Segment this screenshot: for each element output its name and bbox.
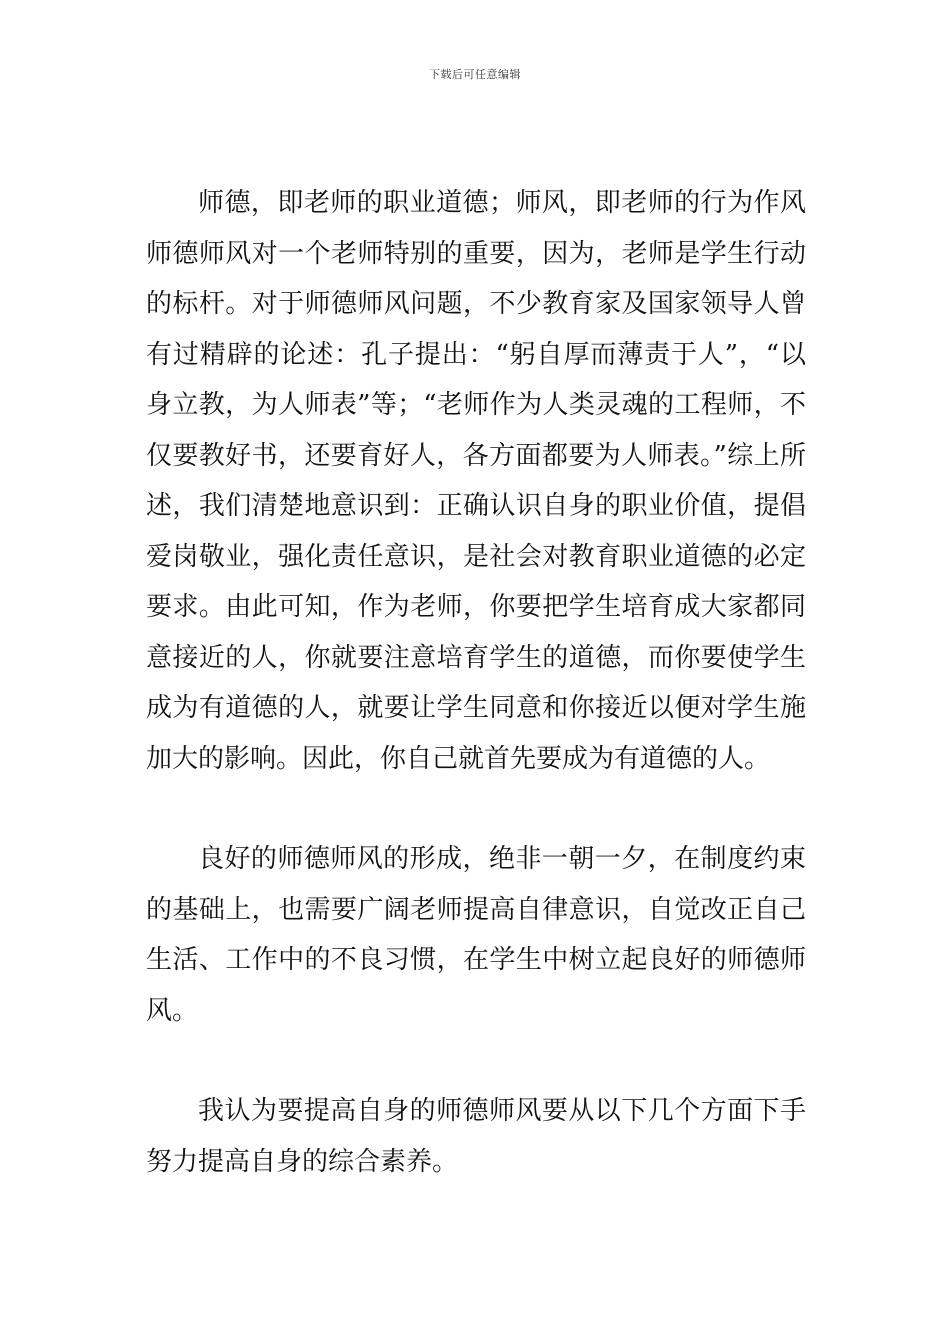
paragraph-1: 师德，即老师的职业道德；师风，即老师的行为作风师德师风对一个老师特别的重要，因为，老师是学生行动的标杆。对于师德师风问题，不少教育家及国家领导人曾有过精辟的论述：孔子提出：“躬自厚而薄责于人”，“以身立教，为人师表”等；“老师作为人类灵魂的工程师，不仅要教好书，还要育好人，各方面都要为人师表。”综上所述，我们清楚地意识到：正确认识自身的职业价值，提倡爱岗敬业，强化责任意识，是社会对教育职业道德的必定要求。由此可知，作为老师，你要把学生培育成大家都同意接近的人，你就要注意培育学生的道德，而你要使学生成为有道德的人，就要让学生同意和你接近以便对学生施加大的影响。因此，你自己就首先要成为有道德的人。 <box>146 188 806 774</box>
page-header: 下载后可任意编辑 <box>429 68 521 81</box>
paragraph-3: 我认为要提高自身的师德师风要从以下几个方面下手努力提高自身的综合素养。 <box>146 1096 806 1177</box>
document-body <box>146 178 806 1187</box>
paragraph-2: 良好的师德师风的形成，绝非一朝一夕，在制度约束的基础上，也需要广阔老师提高自律意识，自觉改正自己生活、工作中的不良习惯，在学生中树立起良好的师德师风。 <box>146 844 806 1026</box>
